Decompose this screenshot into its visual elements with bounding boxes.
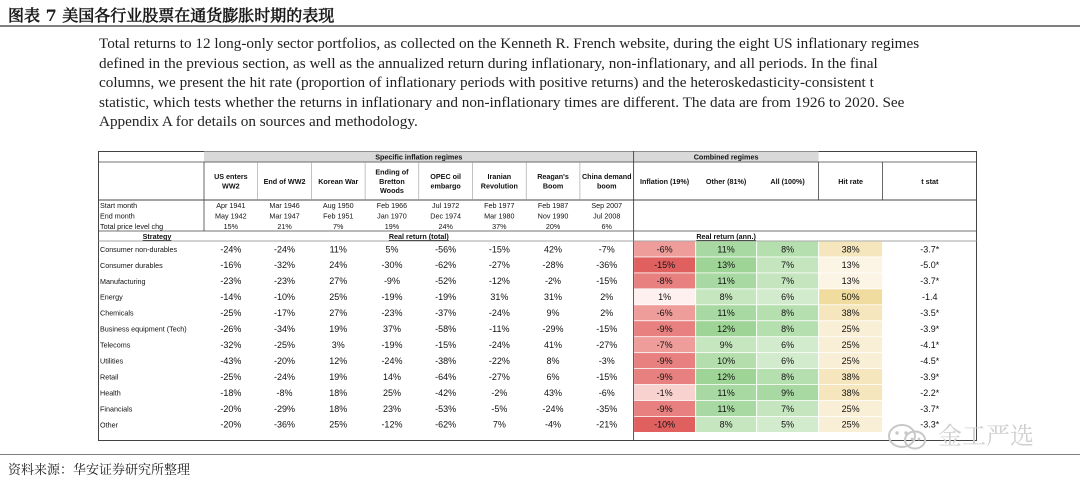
footer-divider: [0, 454, 1080, 455]
hit-rate-header: Hit rate: [838, 177, 863, 186]
regime-return-value: -56%: [435, 244, 457, 255]
regime-return-value: -52%: [435, 276, 457, 287]
hit-rate-value: 25%: [841, 403, 860, 414]
regime-return-value: -24%: [488, 339, 510, 350]
combined-header: Other (81%): [705, 177, 747, 186]
combined-return-value: -8%: [656, 276, 673, 287]
regime-return-value: -22%: [488, 355, 510, 366]
combined-header: Inflation (19%): [640, 177, 690, 186]
regime-return-value: -24%: [274, 244, 296, 255]
info-row-value: 15%: [223, 222, 239, 232]
combined-return-value: 11%: [717, 403, 735, 414]
regime-return-value: -64%: [435, 371, 457, 382]
regime-return-value: -27%: [596, 339, 618, 350]
regime-return-value: -20%: [274, 355, 296, 366]
info-row-value: Jul 1972: [432, 201, 460, 211]
regime-return-value: -23%: [381, 308, 403, 319]
regime-return-value: 5%: [385, 244, 399, 255]
regime-return-value: -5%: [491, 403, 508, 414]
regime-return-value: -20%: [220, 419, 242, 430]
regime-return-value: -9%: [383, 276, 400, 287]
real-return-total-label: Real return (total): [388, 232, 449, 241]
info-row-value: Mar 1946: [269, 201, 300, 211]
regime-return-value: -18%: [220, 387, 242, 398]
hit-rate-value: 25%: [841, 339, 860, 350]
hit-rate-value: 38%: [841, 308, 860, 319]
combined-return-value: -9%: [656, 371, 673, 382]
group-header-specific: Specific inflation regimes: [375, 152, 463, 162]
info-row-value: 21%: [277, 222, 292, 232]
regime-return-value: -26%: [220, 324, 242, 335]
regime-return-value: -32%: [274, 260, 296, 271]
regime-header: Boom: [542, 181, 564, 191]
combined-return-value: 8%: [781, 324, 795, 335]
regime-return-value: 12%: [329, 355, 348, 366]
regime-return-value: -2%: [545, 276, 562, 287]
sector-label: Business equipment (Tech): [100, 324, 187, 334]
regime-return-value: -30%: [381, 260, 403, 271]
combined-return-value: 9%: [719, 339, 733, 350]
info-row-value: Feb 1966: [376, 201, 408, 211]
regime-return-value: 25%: [329, 419, 348, 430]
regime-header: Revolution: [480, 181, 518, 191]
combined-return-value: 11%: [717, 308, 735, 319]
regime-return-value: -58%: [435, 324, 457, 335]
combined-return-value: 8%: [719, 292, 733, 303]
hit-rate-value: 50%: [841, 292, 860, 303]
regime-return-value: -2%: [491, 387, 508, 398]
regime-return-value: 14%: [382, 371, 401, 382]
regime-header: Woods: [380, 186, 404, 195]
sector-label: Utilities: [100, 356, 124, 366]
regime-return-value: -15%: [435, 339, 457, 350]
description-line: columns, we present the hit rate (proportion of inflationary periods with positive returns) and the heteroskedasticity-consistent t: [99, 74, 874, 92]
combined-return-value: 12%: [717, 371, 736, 382]
regime-return-value: 31%: [490, 292, 509, 303]
combined-return-value: -10%: [654, 419, 676, 430]
regime-return-value: 19%: [329, 324, 348, 335]
combined-return-value: 5%: [781, 419, 795, 430]
regime-return-value: -32%: [220, 339, 242, 350]
regime-header: US enters: [214, 172, 248, 182]
regime-header: Reagan's: [537, 172, 569, 182]
regime-return-value: 6%: [546, 371, 560, 382]
regime-return-value: -24%: [488, 308, 510, 319]
regime-header: boom: [596, 181, 617, 191]
tstat-value: -3.9*: [920, 324, 940, 335]
regime-return-value: 2%: [600, 292, 614, 303]
regime-return-value: -15%: [488, 244, 510, 255]
regime-return-value: -36%: [596, 260, 618, 271]
tstat-value: -3.5*: [920, 308, 940, 319]
regime-return-value: -37%: [435, 308, 457, 319]
info-row-value: Feb 1977: [484, 201, 515, 211]
info-row-value: May 1942: [215, 211, 247, 221]
combined-return-value: 6%: [781, 292, 795, 303]
regime-return-value: -29%: [542, 324, 564, 335]
info-row-value: Mar 1947: [269, 211, 300, 221]
regime-return-value: -24%: [220, 244, 242, 255]
combined-return-value: -6%: [656, 244, 673, 255]
combined-return-value: 1%: [658, 292, 672, 303]
regime-return-value: -62%: [435, 260, 457, 271]
regime-return-value: 41%: [544, 339, 563, 350]
hit-rate-value: 25%: [841, 324, 860, 335]
regime-return-value: -27%: [488, 371, 510, 382]
sector-label: Chemicals: [100, 308, 134, 318]
regime-return-value: 27%: [329, 276, 348, 287]
regime-return-value: -43%: [220, 355, 242, 366]
regime-header: Korean War: [318, 176, 359, 186]
combined-return-value: 8%: [781, 308, 795, 319]
regime-header: Iranian: [487, 172, 512, 182]
regime-header: embargo: [430, 181, 461, 191]
combined-return-value: -1%: [656, 387, 673, 398]
info-row-value: 20%: [545, 222, 561, 232]
combined-return-value: 12%: [717, 324, 736, 335]
hit-rate-value: 25%: [841, 355, 860, 366]
hit-rate-value: 13%: [841, 276, 860, 287]
regime-return-value: -36%: [274, 419, 296, 430]
regime-return-value: 24%: [329, 260, 348, 271]
tstat-value: -3.9*: [920, 371, 940, 382]
regime-return-value: -8%: [276, 387, 293, 398]
combined-return-value: 9%: [781, 387, 795, 398]
regime-header: Ending of: [375, 167, 409, 177]
sector-label: Energy: [100, 292, 123, 302]
regime-return-value: -10%: [274, 292, 296, 303]
info-row-value: 24%: [438, 222, 453, 232]
regime-return-value: -7%: [598, 244, 615, 255]
combined-return-value: -15%: [654, 260, 676, 271]
tstat-value: -1.4: [922, 292, 938, 303]
regime-return-value: 27%: [329, 308, 348, 319]
info-row-value: 19%: [384, 222, 400, 232]
hit-rate-value: 38%: [841, 387, 860, 398]
regime-header: Bretton: [379, 176, 405, 186]
combined-return-value: 6%: [781, 355, 795, 366]
regime-return-value: -19%: [381, 292, 403, 303]
regime-return-value: -25%: [220, 308, 242, 319]
regime-return-value: 43%: [544, 387, 563, 398]
regime-return-value: 9%: [546, 308, 560, 319]
regime-return-value: -19%: [435, 292, 457, 303]
regime-return-value: 8%: [546, 355, 560, 366]
description-line: statistic, which tests whether the returns in inflationary and non-inflationary times are different. The data are from 1926 to 2020. See: [99, 93, 905, 111]
regime-return-value: 19%: [329, 371, 348, 382]
combined-return-value: 7%: [781, 260, 795, 271]
regime-return-value: -21%: [596, 419, 618, 430]
tstat-value: -2.2*: [920, 387, 940, 398]
returns-table: [98, 151, 977, 441]
regime-return-value: 25%: [382, 387, 401, 398]
regime-return-value: -23%: [274, 276, 296, 287]
title-divider: [0, 25, 1080, 27]
description-line: defined in the previous section, as well as the annualized return during inflationary, non-inflationary, and all periods. In the final: [99, 54, 878, 72]
regime-header: End of WW2: [263, 176, 306, 186]
info-row-value: Apr 1941: [216, 201, 246, 211]
strategy-label: Strategy: [142, 232, 172, 241]
tstat-value: -3.7*: [920, 276, 940, 287]
regime-return-value: -25%: [274, 339, 296, 350]
regime-return-value: 42%: [544, 244, 563, 255]
regime-header: OPEC oil: [430, 172, 462, 182]
sector-label: Consumer durables: [100, 260, 163, 270]
tstat-value: -4.5*: [920, 355, 940, 366]
regime-return-value: -24%: [274, 371, 296, 382]
info-row-value: Nov 1990: [537, 211, 569, 221]
figure-title: 图表 7 美国各行业股票在通货膨胀时期的表现: [8, 6, 335, 25]
regime-return-value: -15%: [596, 276, 618, 287]
sector-label: Other: [100, 420, 118, 430]
regime-return-value: -42%: [435, 387, 457, 398]
combined-return-value: 8%: [781, 244, 795, 255]
info-row-value: 6%: [601, 222, 612, 232]
sector-label: Manufacturing: [100, 276, 146, 286]
sector-label: Retail: [100, 372, 119, 382]
regime-return-value: -34%: [274, 324, 296, 335]
regime-return-value: -62%: [435, 419, 457, 430]
description-line: Total returns to 12 long-only sector portfolios, as collected on the Kenneth R. French website, during the eight US inflationary regimes: [99, 35, 920, 52]
combined-return-value: -6%: [656, 308, 673, 319]
regime-return-value: -14%: [220, 292, 242, 303]
regime-return-value: -23%: [220, 276, 242, 287]
sector-label: Financials: [100, 404, 133, 414]
combined-return-value: 7%: [781, 276, 795, 287]
info-row-value: Jan 1970: [377, 211, 407, 221]
combined-return-value: -9%: [656, 403, 673, 414]
sector-label: Telecoms: [100, 340, 131, 350]
info-row-value: Dec 1974: [430, 211, 462, 221]
info-row-value: Feb 1951: [323, 211, 354, 221]
regime-return-value: -53%: [435, 403, 457, 414]
info-row-value: 37%: [492, 222, 507, 232]
regime-return-value: -28%: [542, 260, 564, 271]
combined-return-value: 11%: [717, 244, 735, 255]
regime-header: China demand: [581, 172, 632, 182]
combined-header: All (100%): [770, 177, 805, 186]
hit-rate-value: 38%: [841, 244, 860, 255]
regime-return-value: -19%: [381, 339, 403, 350]
regime-header: WW2: [222, 181, 240, 191]
regime-return-value: -38%: [435, 355, 457, 366]
combined-return-value: 11%: [717, 387, 735, 398]
watermark: [882, 418, 1062, 452]
regime-return-value: 18%: [329, 387, 348, 398]
tstat-value: -5.0*: [920, 260, 940, 271]
regime-return-value: -11%: [489, 324, 510, 335]
regime-return-value: 3%: [331, 339, 345, 350]
combined-return-value: 13%: [717, 260, 736, 271]
combined-return-value: 11%: [717, 276, 735, 287]
regime-return-value: -29%: [274, 403, 296, 414]
combined-return-value: 7%: [781, 403, 795, 414]
source-note: 资料来源：华安证券研究所整理: [8, 463, 191, 478]
table-description: [99, 34, 979, 132]
group-header-combined: Combined regimes: [693, 152, 759, 162]
regime-return-value: -4%: [545, 419, 562, 430]
combined-return-value: 8%: [781, 371, 795, 382]
info-row-label: Start month: [100, 201, 138, 211]
sector-label: Consumer non-durables: [100, 244, 178, 254]
description-line: Appendix A for details on sources and methodology.: [99, 113, 418, 131]
regime-return-value: 18%: [329, 403, 348, 414]
combined-return-value: 6%: [781, 339, 795, 350]
regime-return-value: -20%: [220, 403, 242, 414]
regime-return-value: -25%: [220, 371, 242, 382]
combined-return-value: -7%: [656, 339, 673, 350]
info-row-value: Jul 2008: [593, 211, 621, 221]
regime-return-value: 25%: [329, 292, 348, 303]
regime-return-value: 23%: [382, 403, 401, 414]
regime-return-value: -24%: [542, 403, 564, 414]
regime-return-value: -35%: [596, 403, 618, 414]
regime-return-value: -15%: [596, 371, 618, 382]
regime-return-value: -15%: [596, 324, 618, 335]
combined-return-value: -9%: [656, 324, 673, 335]
hit-rate-value: 13%: [841, 260, 860, 271]
regime-return-value: 7%: [492, 419, 506, 430]
tstat-header: t stat: [921, 177, 939, 186]
regime-return-value: -17%: [274, 308, 296, 319]
sector-label: Health: [100, 388, 121, 398]
wechat-icon: [882, 418, 1062, 452]
regime-return-value: -24%: [381, 355, 403, 366]
regime-return-value: -27%: [488, 260, 510, 271]
info-row-label: End month: [100, 211, 135, 221]
info-row-value: 7%: [333, 222, 344, 232]
regime-return-value: -12%: [381, 419, 403, 430]
info-row-label: Total price level chg: [100, 222, 164, 232]
svg-text:金工严选: 金工严选: [938, 423, 1034, 450]
tstat-value: -3.7*: [920, 403, 940, 414]
tstat-value: -3.7*: [920, 244, 940, 255]
combined-return-value: 8%: [719, 419, 733, 430]
regime-return-value: 31%: [544, 292, 563, 303]
info-row-value: Mar 1980: [484, 211, 515, 221]
tstat-value: -3.3*: [920, 419, 940, 430]
regime-return-value: 11%: [329, 244, 347, 255]
regime-return-value: 2%: [600, 308, 614, 319]
regime-return-value: 37%: [382, 324, 401, 335]
info-row-value: Sep 2007: [591, 201, 623, 211]
info-row-value: Feb 1987: [537, 201, 569, 211]
info-row-value: Aug 1950: [322, 201, 354, 211]
regime-return-value: -6%: [598, 387, 615, 398]
combined-return-value: -9%: [656, 355, 673, 366]
regime-return-value: -12%: [488, 276, 510, 287]
regime-return-value: -3%: [598, 355, 615, 366]
combined-return-value: 10%: [717, 355, 736, 366]
tstat-value: -4.1*: [920, 339, 940, 350]
hit-rate-value: 25%: [841, 419, 860, 430]
real-return-ann-label: Real return (ann.): [696, 232, 756, 241]
hit-rate-value: 38%: [841, 371, 860, 382]
regime-return-value: -16%: [220, 260, 242, 271]
